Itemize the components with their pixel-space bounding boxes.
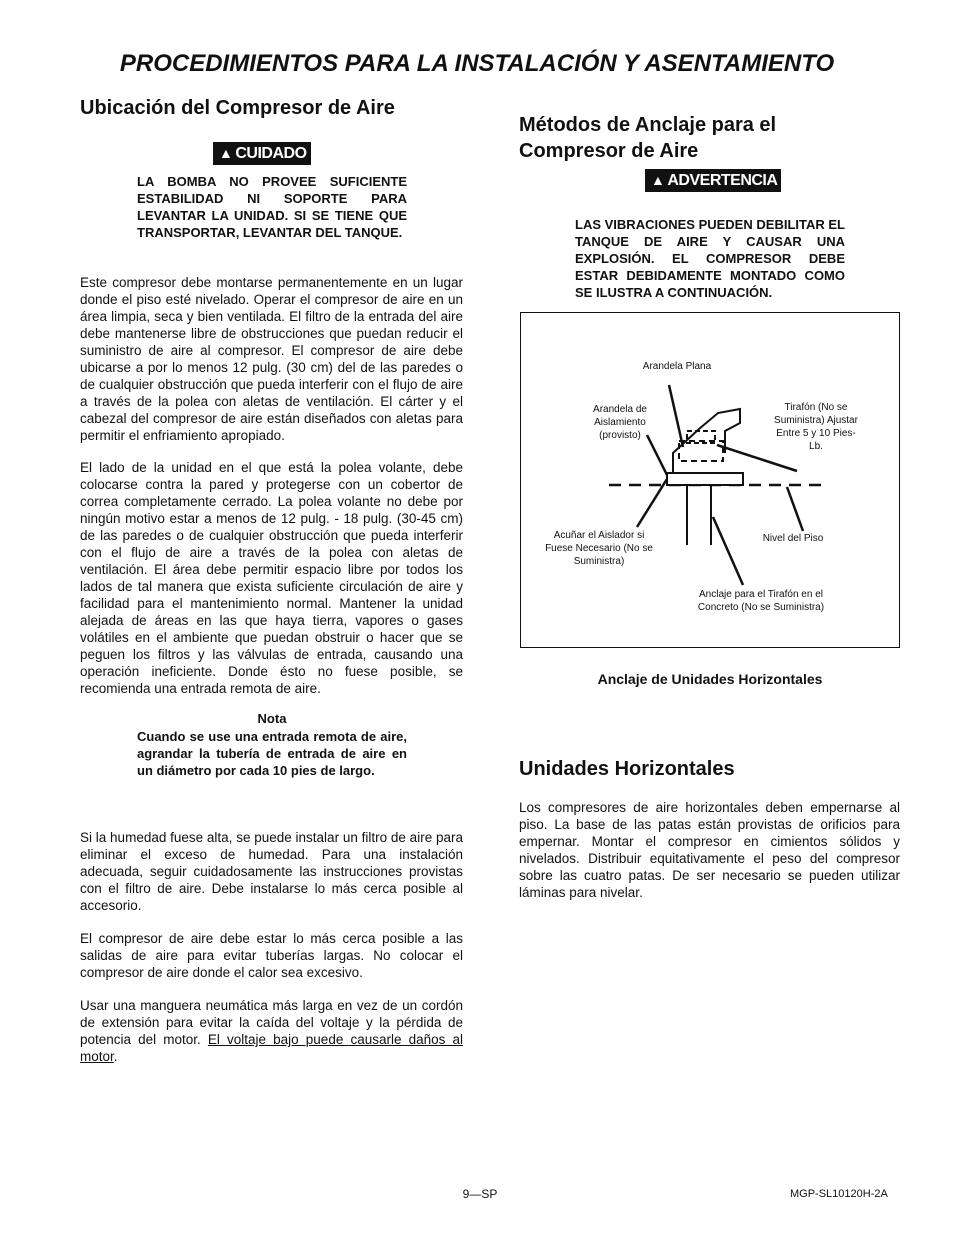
leader-anclaje bbox=[713, 517, 743, 585]
paragraph-2: El lado de la unidad en el que está la polea volante, debe colocarse contra la pared y protegerse con un cobertor de correa completamente cerrado. La polea volante no debe por ningún motivo estar a menos de 12 pulg. - 18 pulg. (30-45 cm) de las paredes o de cualquier obstrucción que pueda interferir con el flujo de aire a través de la polea con aletas de ventilación. El área debe permitir espacio libre por todos los lados de tal manera que exista suficiente circulación de aire y facilidad para el mantenimiento normal. Mantener la unidad alejada de áreas en las que haya tierra, vapores o gases volátiles en el ambiente que puedan obstruir o hacer que se peguen los filtros y las válvulas de entrada, causando una operación ineficiente. Donde ésto no fuese posible, se recomienda una entrada remota de aire. bbox=[80, 460, 463, 696]
isolator-plate bbox=[667, 473, 743, 485]
label-nivel-piso: Nivel del Piso bbox=[762, 533, 824, 544]
caution-label: CUIDADO bbox=[235, 145, 307, 162]
warning-label: ADVERTENCIA bbox=[667, 172, 778, 189]
caution-badge bbox=[213, 142, 311, 165]
section-heading-ubicacion: Ubicación del Compresor de Aire bbox=[80, 97, 395, 119]
anchoring-figure bbox=[520, 312, 900, 648]
page-number: 9—SP bbox=[462, 1187, 498, 1201]
note-title: Nota bbox=[257, 711, 287, 726]
section-heading-anclaje: Métodos de Anclaje para el Compresor de Aire bbox=[519, 114, 777, 162]
paragraph-5-text: Usar una manguera neumática más larga en vez de un cordón de extensión para evitar la caída del voltaje y la pérdida de potencia del motor. bbox=[80, 998, 463, 1047]
note-text: Cuando se use una entrada remota de aire, agrandar la tubería de entrada de aire en un diámetro por cada 10 pies de largo. bbox=[137, 729, 407, 778]
section-heading-horizontales: Unidades Horizontales bbox=[519, 758, 735, 780]
paragraph-4: El compresor de aire debe estar lo más cerca posible a las salidas de aire para evitar tuberías largas. No colocar el compresor de aire donde el calor sea excesivo. bbox=[80, 931, 463, 980]
label-arandela-plana: Arandela Plana bbox=[642, 361, 712, 372]
bolt-head-dashed bbox=[679, 441, 723, 461]
warning-text: LAS VIBRACIONES PUEDEN DEBILITAR EL TANQUE DE AIRE Y CAUSAR UNA EXPLOSIÓN. EL COMPRESOR DEBE ESTAR DEBIDAMENTE MONTADO COMO SE ILUSTRA A CONTINUACIÓN. bbox=[575, 217, 845, 300]
doc-code: MGP-SL10120H-2A bbox=[790, 1188, 888, 1200]
leader-nivel-piso bbox=[787, 487, 803, 531]
label-acunar: Acuñar el Aislador si Fuese Necesario (No se Suministra) bbox=[545, 530, 653, 567]
warning-triangle-icon: ▲ bbox=[219, 145, 233, 161]
paragraph-1: Este compresor debe montarse permanentemente en un lugar donde el piso esté nivelado. Operar el compresor de aire en un área limpia, seca y bien ventilada. El filtro de la entrada del aire debe mantenerse libre de obstrucciones que puedan reducir el suministro de aire al compresor. El compresor de aire debe ubicarse a por lo menos 12 pulg. (30 cm) del de las paredes o de cualquier obstrucción que pueda interferir con el flujo de aire a través de la polea con aletas de ventilación. El cárter y el cabezal del compresor de aire están diseñados con aletas para permitir el enfriamiento apropiado. bbox=[80, 275, 463, 443]
paragraph-5 bbox=[80, 997, 463, 1065]
paragraph-5-underlined: El voltaje bajo puede causarle daños al motor bbox=[80, 1032, 463, 1064]
paragraph-3: Si la humedad fuese alta, se puede instalar un filtro de aire para eliminar el exceso de humedad. Para una instalación adecuada, seguir cuidadosamente las instrucciones provistas con el filtro de aire. Debe instalarse lo más cerca posible al accesorio. bbox=[80, 830, 463, 913]
leader-arandela-plana bbox=[669, 385, 683, 447]
warning-triangle-icon: ▲ bbox=[651, 172, 665, 188]
paragraph-horizontales: Los compresores de aire horizontales deben empernarse al piso. La base de las patas están provistas de orificios para empernar. Montar el compresor en cimientos sólidos y nivelados. Distribuir equitativamente el peso del compresor sobre las cuatro patas. De ser necesario se pueden utilizar láminas para nivelar. bbox=[519, 800, 900, 900]
caution-text: LA BOMBA NO PROVEE SUFICIENTE ESTABILIDAD NI SOPORTE PARA LEVANTAR LA UNIDAD. SI SE TIENE QUE TRANSPORTAR, LEVANTAR DEL TANQUE. bbox=[137, 174, 407, 240]
warning-badge bbox=[645, 169, 781, 192]
paragraph-5-end: . bbox=[113, 1049, 118, 1064]
figure-caption: Anclaje de Unidades Horizontales bbox=[597, 671, 823, 687]
label-arandela-aislamiento: Arandela de Aislamiento (provisto) bbox=[593, 404, 647, 441]
label-anclaje: Anclaje para el Tirafón en el Concreto (No se Suministra) bbox=[697, 589, 825, 613]
label-tirafon: Tirafón (No se Suministra) Ajustar Entre 5 y 10 Pies-Lb. bbox=[774, 402, 858, 452]
page-title: PROCEDIMIENTOS PARA LA INSTALACIÓN Y ASENTAMIENTO bbox=[119, 50, 835, 77]
